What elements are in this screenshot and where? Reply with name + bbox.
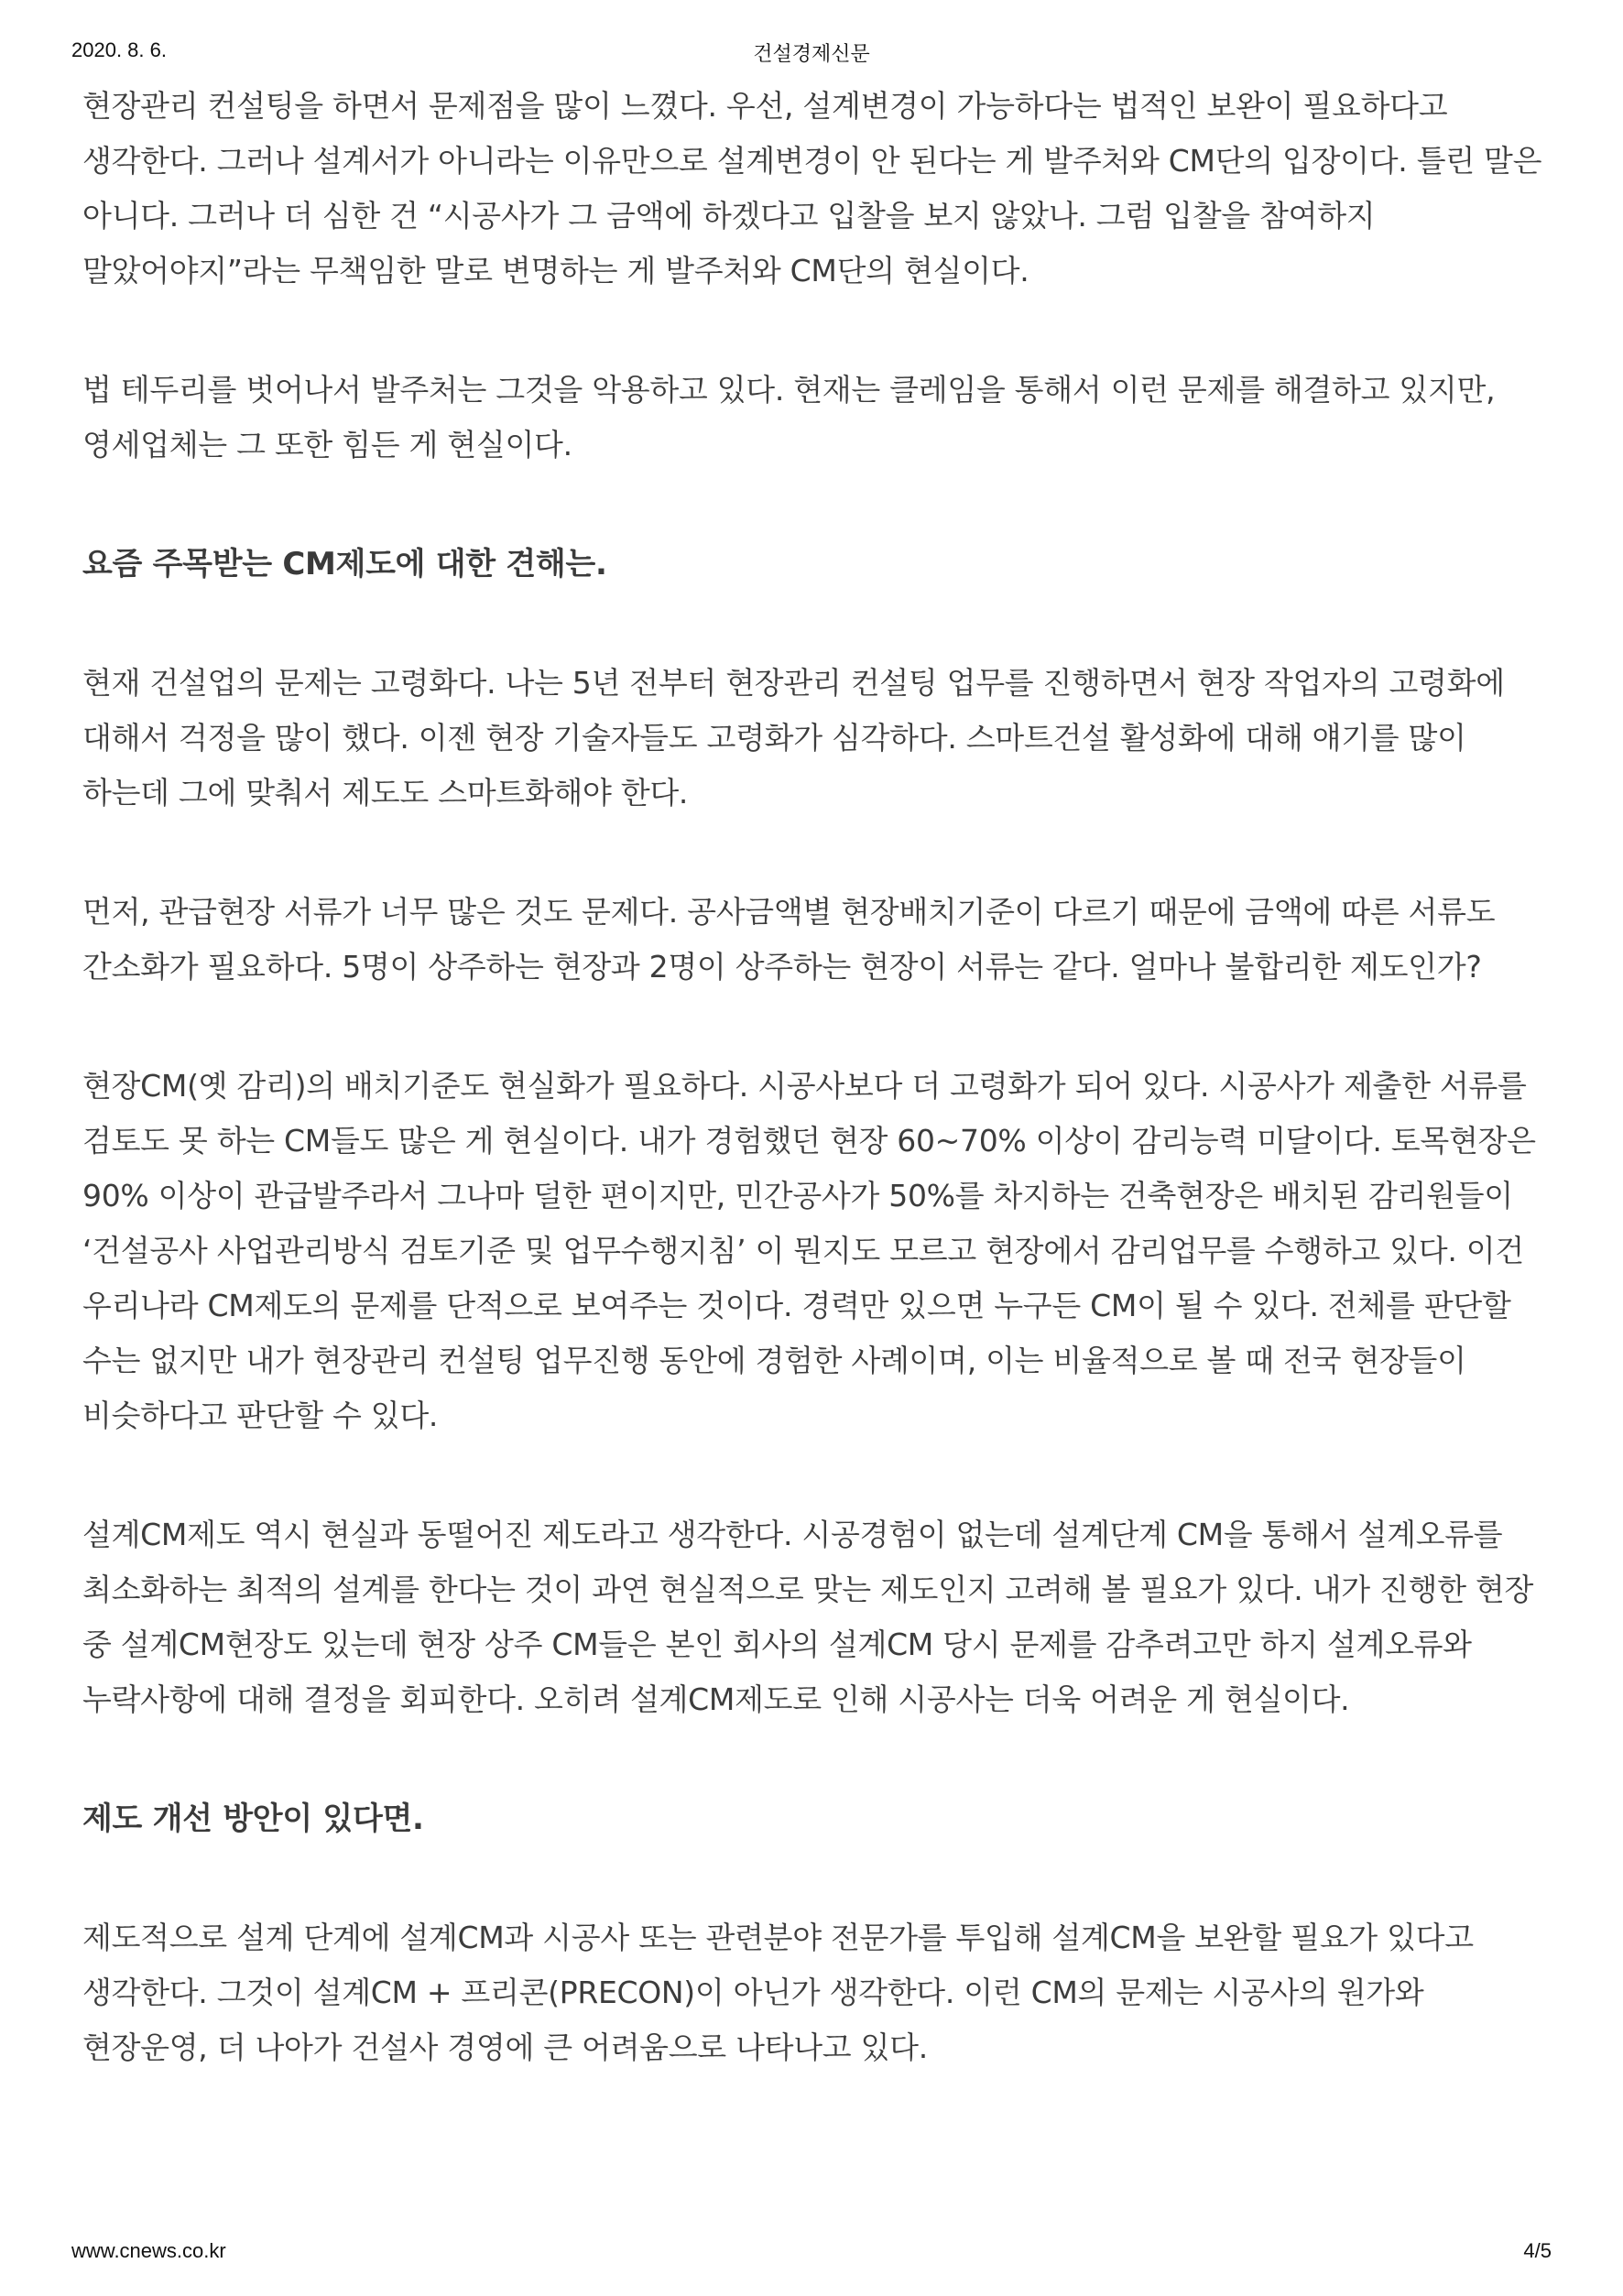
footer-url: www.cnews.co.kr <box>71 2239 226 2262</box>
print-date: 2020. 8. 6. <box>71 38 167 61</box>
paragraph-2: 법 테두리를 벗어나서 발주처는 그것을 악용하고 있다. 현재는 클레임을 통해서 이런 문제를 해결하고 있지만, 영세업체는 그 또한 힘든 게 현실이다. <box>82 372 1496 462</box>
print-footer <box>71 2239 1552 2267</box>
paragraph-1: 현장관리 컨설팅을 하면서 문제점을 많이 느꼈다. 우선, 설계변경이 가능하다는 법적인 보완이 필요하다고 생각한다. 그러나 설계서가 아니라는 이유만으로 설계변경이 안 된다는 게 발주처와 CM단의 입장이다. 틀린 말은 아니다. 그러나 더 심한 건 “시공사가 그 금액에 하겠다고 입찰을 보지 않았나. 그럼 입찰을 참여하지 말았어야지”라는 무책임한 말로 변명하는 게 발주처와 CM단의 현실이다. <box>82 88 1542 288</box>
print-header <box>71 38 1552 66</box>
article-body <box>82 79 1557 2075</box>
site-title: 건설경제신문 <box>753 42 870 65</box>
paragraph-4: 먼저, 관급현장 서류가 너무 많은 것도 문제다. 공사금액별 현장배치기준이 다르기 때문에 금액에 따른 서류도 간소화가 필요하다. 5명이 상주하는 현장과 2명이 상주하는 현장이 서류는 같다. 얼마나 불합리한 제도인가? <box>82 894 1496 985</box>
interview-question-1: 요즘 주목받는 CM제도에 대한 견해는. <box>82 546 607 582</box>
interview-question-2: 제도 개선 방안이 있다면. <box>82 1801 424 1837</box>
paragraph-6: 설계CM제도 역시 현실과 동떨어진 제도라고 생각한다. 시공경험이 없는데 설계단계 CM을 통해서 설계오류를 최소화하는 최적의 설계를 한다는 것이 과연 현실적으로 맞는 제도인지 고려해 볼 필요가 있다. 내가 진행한 현장 중 설계CM현장도 있는데 현장 상주 CM들은 본인 회사의 설계CM 당시 문제를 감추려고만 하지 설계오류와 누락사항에 대해 결정을 회피한다. 오히려 설계CM제도로 인해 시공사는 더욱 어려운 게 현실이다. <box>82 1517 1534 1717</box>
paragraph-5: 현장CM(옛 감리)의 배치기준도 현실화가 필요하다. 시공사보다 더 고령화가 되어 있다. 시공사가 제출한 서류를 검토도 못 하는 CM들도 많은 게 현실이다. 내가 경험했던 현장 60~70% 이상이 감리능력 미달이다. 토목현장은 90% 이상이 관급발주라서 그나마 덜한 편이지만, 민간공사가 50%를 차지하는 건축현장은 배치된 감리원들이 ‘건설공사 사업관리방식 검토기준 및 업무수행지침’ 이 뭔지도 모르고 현장에서 감리업무를 수행하고 있다. 이건 우리나라 CM제도의 문제를 단적으로 보여주는 것이다. 경력만 있으면 누구든 CM이 될 수 있다. 전체를 판단할 수는 없지만 내가 현장관리 컨설팅 업무진행 동안에 경험한 사례이며, 이는 비율적으로 볼 때 전국 현장들이 비슷하다고 판단할 수 있다. <box>82 1068 1536 1433</box>
page-number: 4/5 <box>1523 2239 1552 2262</box>
paragraph-7: 제도적으로 설계 단계에 설계CM과 시공사 또는 관련분야 전문가를 투입해 설계CM을 보완할 필요가 있다고 생각한다. 그것이 설계CM + 프리콘(PRECON)이 아닌가 생각한다. 이런 CM의 문제는 시공사의 원가와 현장운영, 더 나아가 건설사 경영에 큰 어려움으로 나타나고 있다. <box>82 1920 1474 2065</box>
paragraph-3: 현재 건설업의 문제는 고령화다. 나는 5년 전부터 현장관리 컨설팅 업무를 진행하면서 현장 작업자의 고령화에 대해서 걱정을 많이 했다. 이젠 현장 기술자들도 고령화가 심각하다. 스마트건설 활성화에 대해 얘기를 많이 하는데 그에 맞춰서 제도도 스마트화해야 한다. <box>82 665 1505 811</box>
